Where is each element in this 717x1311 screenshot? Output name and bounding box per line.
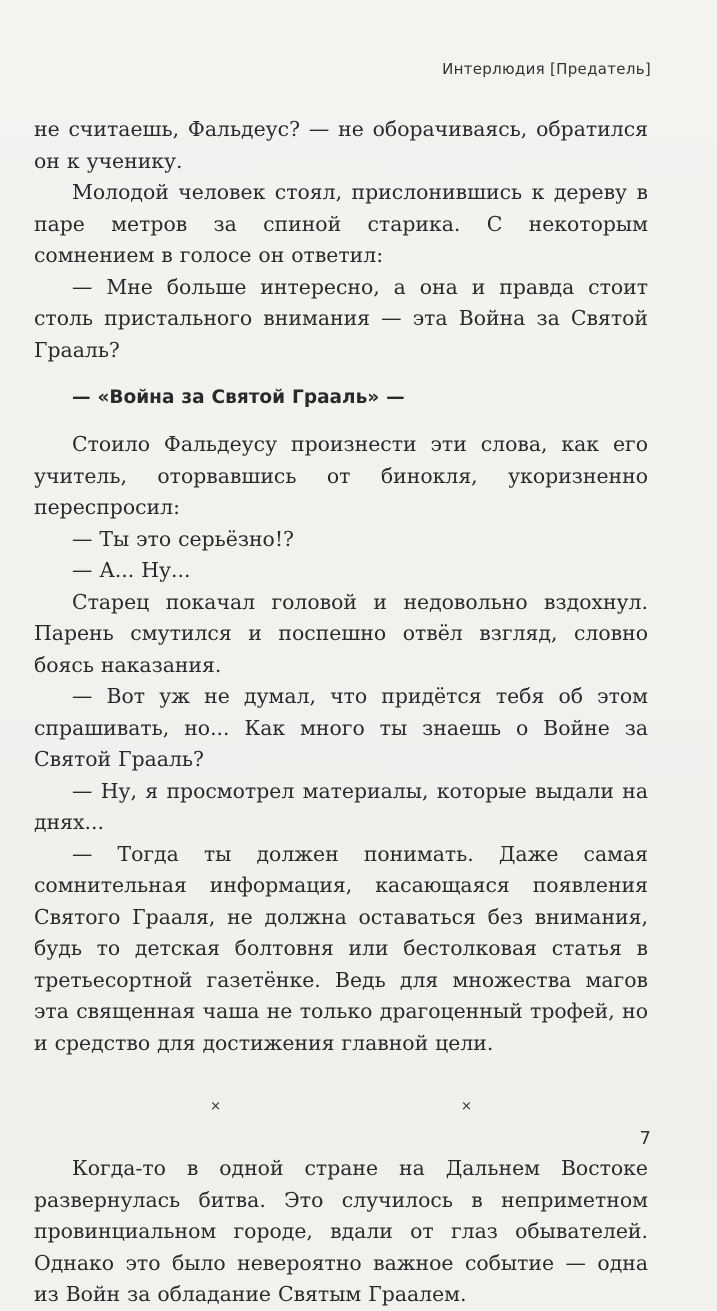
dialogue-line: — А... Ну... — [72, 558, 191, 582]
page-number: 7 — [639, 1128, 651, 1149]
paragraph: Молодой человек стоял, прислонившись к дереву в паре метров за спиной старика. С некоторым сомнением в голосе он ответил: — [34, 180, 648, 267]
section-break-mark: × — [461, 1098, 472, 1114]
dialogue-line: — Ты это серьёзно!? — [72, 526, 294, 551]
section-subheading: — «Война за Святой Грааль» — — [72, 387, 405, 408]
section-break-mark: × — [210, 1098, 221, 1114]
paragraph: — Мне больше интересно, а она и правда стоит столь пристального внимания — эта Война за Святой Грааль? — [34, 274, 648, 362]
paragraph: Когда-то в одной стране на Дальнем Востоке развернулась битва. Это случилось в неприметном провинциальном городе, вдали от глаз обывателей. Однако это было невероятно важное событие — одна из Войн за обладание Святым Граалем. — [34, 1156, 648, 1306]
dialogue-line: — Тогда ты должен понимать. Даже самая сомнительная информация, касающаяся появления Святого Грааля, не должна оставаться без внимания, будь то детская болтовня или бестолковая статья в третьесортной газетёнке. Ведь для множества магов эта священная чаша не только драгоценный трофей, но и средство для достижения главной цели. — [34, 841, 648, 1055]
body-text — [34, 114, 648, 1311]
paragraph: Старец покачал головой и недовольно вздохнул. Парень смутился и поспешно отвёл взгляд, словно боясь наказания. — [34, 589, 648, 677]
dialogue-line: — Ну, я просмотрел материалы, которые выдали на днях... — [34, 778, 648, 834]
running-header: Интерлюдия [Предатель] — [442, 60, 651, 78]
paragraph: не считаешь, Фальдеус? — не оборачиваясь, обратился он к ученику. — [34, 117, 648, 173]
section-break — [34, 1059, 648, 1153]
paragraph: Стоило Фальдеусу произнести эти слова, как его учитель, оторвавшись от бинокля, укоризненно переспросил: — [34, 432, 648, 519]
dialogue-line: — Вот уж не думал, что придётся тебя об этом спрашивать, но... Как много ты знаешь о Войне за Святой Грааль? — [34, 684, 648, 771]
